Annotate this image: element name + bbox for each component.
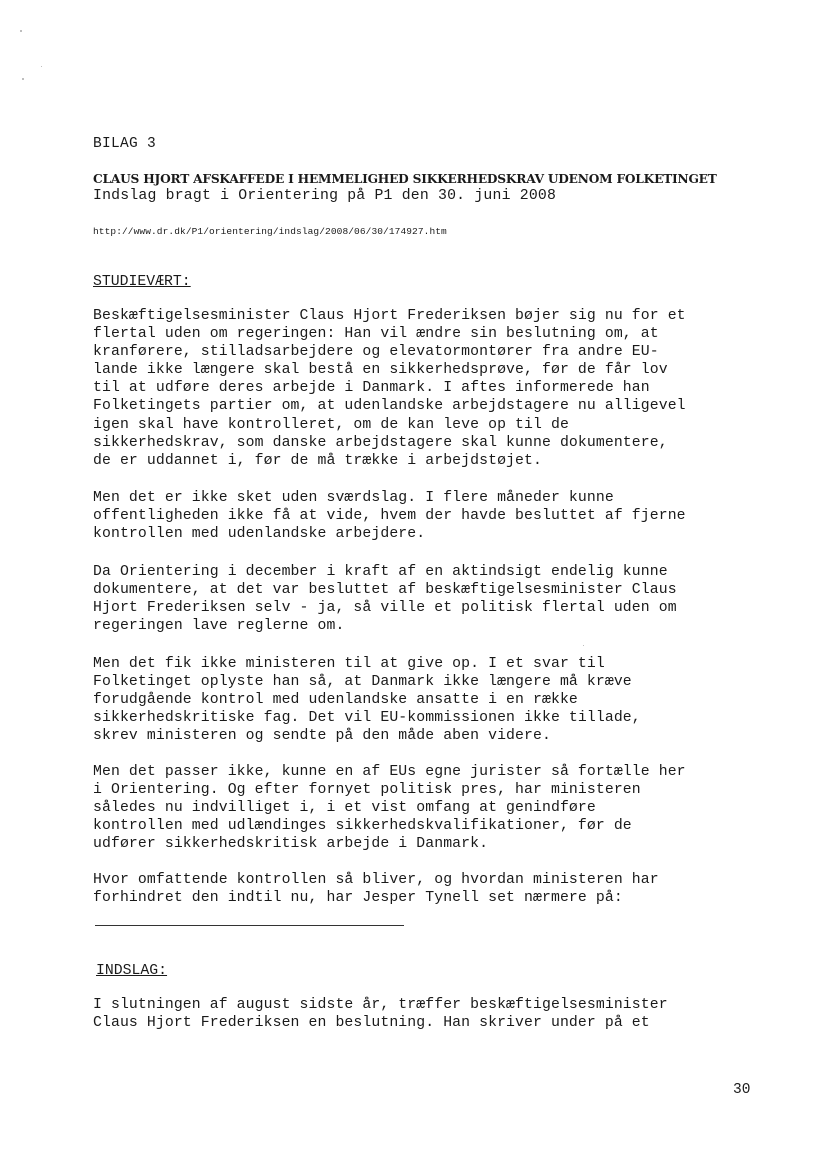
subtitle: Indslag bragt i Orientering på P1 den 30. juni 2008 bbox=[93, 188, 557, 204]
paragraph: Men det passer ikke, kunne en af EUs egne jurister så fortælle her i Orientering. Og efter fornyet politisk pres, har ministeren således nu indvilliget i, i et vist omfang at genindføre kontrollen med udlændinges sikkerhedskvalifikationer, før de udfører sikkerhedskritisk arbejde i Danmark. bbox=[93, 764, 686, 853]
paragraph: Hvor omfattende kontrollen så bliver, og hvordan ministeren har forhindret den indtil nu, har Jesper Tynell set nærmere på: bbox=[93, 872, 659, 907]
paragraph: Beskæftigelsesminister Claus Hjort Frederiksen bøjer sig nu for et flertal uden om regeringen: Han vil ændre sin beslutning om, at kranførere, stilladsarbejdere og elevatormontører fra andre EU- lande ikke længere skal bestå en sikkerhedsprøve, før de får lov til at udføre deres arbejde i Danmark. I aftes informerede han Folketingets partier om, at udenlandske arbejdstagere nu alligevel igen skal have kontrolleret, om de kan leve op til de sikkerhedskrav, som danske arbejdstagere skal kunne dokumentere, de er uddannet i, før de må trække i arbejdstøjet. bbox=[93, 308, 686, 469]
section-heading-studievaert: STUDIEVÆRT: bbox=[93, 274, 191, 290]
scan-speck bbox=[22, 78, 24, 80]
paragraph: Men det er ikke sket uden sværdslag. I flere måneder kunne offentligheden ikke få at vide, hvem der havde besluttet af fjerne kontrollen med udenlandske arbejdere. bbox=[93, 490, 686, 543]
paragraph: Da Orientering i december i kraft af en aktindsigt endelig kunne dokumentere, at det var besluttet af beskæftigelsesminister Claus Hjort Frederiksen selv - ja, så ville et politisk flertal uden om regeringen lave reglerne om. bbox=[93, 564, 677, 635]
section-heading-indslag: INDSLAG: bbox=[96, 963, 168, 979]
headline: CLAUS HJORT AFSKAFFEDE I HEMMELIGHED SIKKERHEDSKRAV UDENOM FOLKETINGET bbox=[93, 172, 717, 186]
page-number: 30 bbox=[733, 1082, 751, 1098]
appendix-label: BILAG 3 bbox=[93, 136, 157, 152]
source-url: http://www.dr.dk/P1/orientering/indslag/2008/06/30/174927.htm bbox=[93, 226, 447, 237]
closing-paragraph: I slutningen af august sidste år, træffer beskæftigelsesminister Claus Hjort Frederiksen en beslutning. Han skriver under på et bbox=[93, 997, 668, 1032]
scan-speck bbox=[20, 30, 22, 32]
separator-line bbox=[95, 925, 404, 926]
scan-speck bbox=[583, 645, 584, 646]
scan-speck bbox=[41, 66, 42, 67]
paragraph: Men det fik ikke ministeren til at give op. I et svar til Folketinget oplyste han så, at Danmark ikke længere må kræve forudgående kontrol med udenlandske ansatte i en række sikkerhedskritiske fag. Det vil EU-kommissionen ikke tillade, skrev ministeren og sendte på den måde aben videre. bbox=[93, 656, 641, 745]
